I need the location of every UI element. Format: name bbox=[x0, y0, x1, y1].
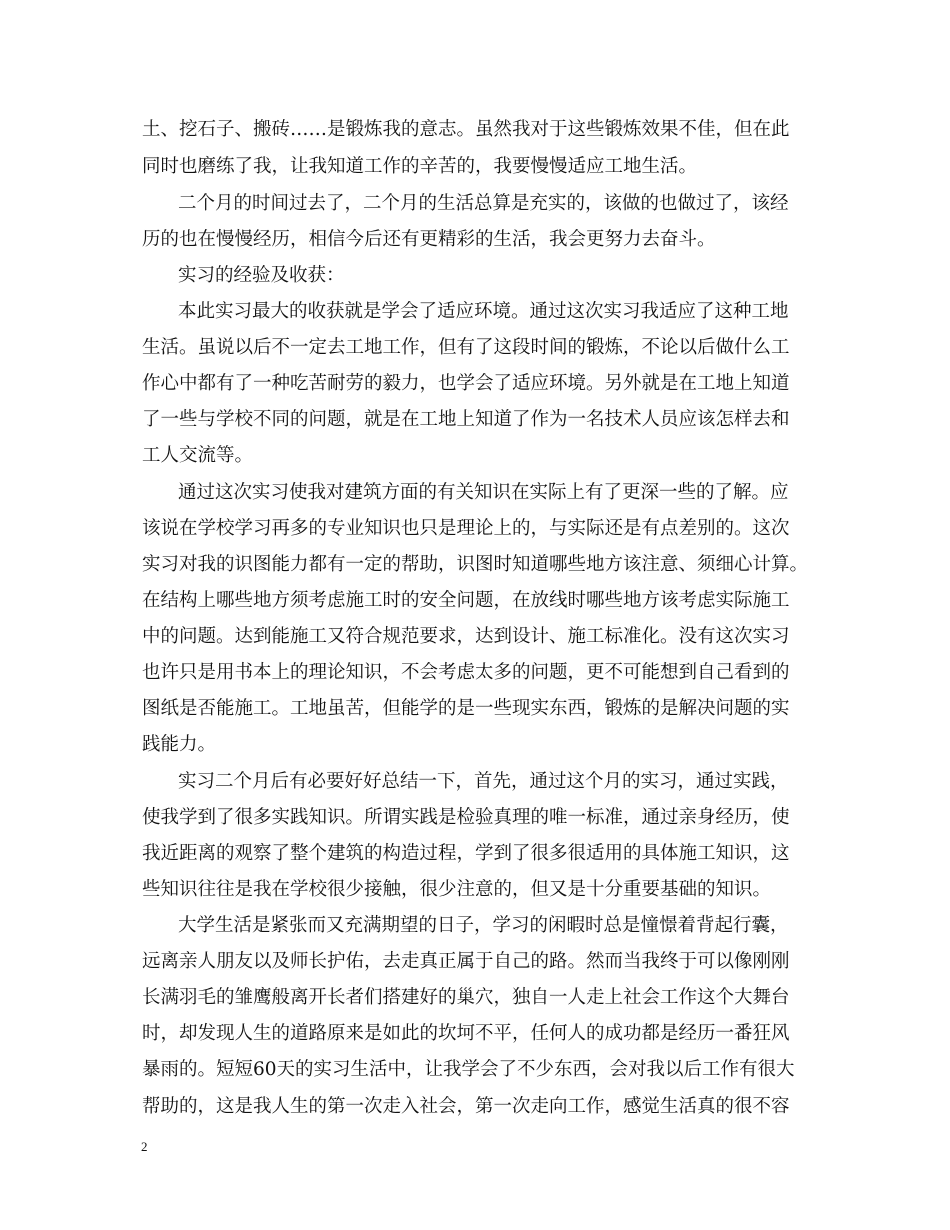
text-line: 远离亲人朋友以及师长护佑，去走真正属于自己的路。然而当我终于可以像刚刚 bbox=[142, 951, 790, 972]
text-line: 我近距离的观察了整个建筑的构造过程，学到了很多很适用的具体施工知识，这 bbox=[142, 843, 790, 864]
text-line: 也许只是用书本上的理论知识，不会考虑太多的问题，更不可能想到自己看到的 bbox=[142, 662, 790, 683]
page-number: 2 bbox=[141, 1139, 148, 1154]
text-line: 图纸是否能施工。工地虽苦，但能学的是一些现实东西，锻炼的是解决问题的实 bbox=[142, 698, 790, 719]
text-line: 长满羽毛的雏鹰般离开长者们搭建好的巢穴，独自一人走上社会工作这个大舞台 bbox=[142, 987, 790, 1008]
text-line: 同时也磨练了我，让我知道工作的辛苦的，我要慢慢适应工地生活。 bbox=[142, 156, 698, 177]
text-line: 暴雨的。短短60天的实习生活中，让我学会了不少东西，会对我以后工作有很大 bbox=[142, 1059, 795, 1080]
text-line: 作心中都有了一种吃苦耐劳的毅力，也学会了适应环境。另外就是在工地上知道 bbox=[142, 373, 790, 394]
text-line: 实习对我的识图能力都有一定的帮助，识图时知道哪些地方该注意、须细心计算。 bbox=[142, 554, 809, 575]
text-line: 了一些与学校不同的问题，就是在工地上知道了作为一名技术人员应该怎样去和 bbox=[142, 409, 790, 430]
text-line: 生活。虽说以后不一定去工地工作，但有了这段时间的锻炼，不论以后做什么工 bbox=[142, 337, 790, 358]
text-line: 工人交流等。 bbox=[142, 445, 254, 466]
text-line: 实习二个月后有必要好好总结一下，首先，通过这个月的实习，通过实践， bbox=[178, 771, 789, 792]
text-line: 本此实习最大的收获就是学会了适应环境。通过这次实习我适应了这种工地 bbox=[178, 301, 789, 322]
text-line: 大学生活是紧张而又充满期望的日子，学习的闲暇时总是憧憬着背起行囊， bbox=[178, 915, 789, 936]
text-line: 土、挖石子、搬砖……是锻炼我的意志。虽然我对于这些锻炼效果不佳，但在此 bbox=[142, 119, 790, 140]
text-line: 帮助的，这是我人生的第一次走入社会，第一次走向工作，感觉生活真的很不容 bbox=[142, 1096, 790, 1117]
section-heading: 实习的经验及收获： bbox=[178, 265, 345, 286]
text-line: 些知识往往是我在学校很少接触，很少注意的，但又是十分重要基础的知识。 bbox=[142, 879, 772, 900]
text-line: 二个月的时间过去了，二个月的生活总算是充实的，该做的也做过了，该经 bbox=[178, 193, 789, 214]
text-line: 时，却发现人生的道路原来是如此的坎坷不平，任何人的成功都是经历一番狂风 bbox=[142, 1023, 790, 1044]
text-line: 该说在学校学习再多的专业知识也只是理论上的，与实际还是有点差别的。这次 bbox=[142, 518, 790, 539]
text-line: 通过这次实习使我对建筑方面的有关知识在实际上有了更深一些的了解。应 bbox=[178, 482, 789, 503]
text-line: 历的也在慢慢经历，相信今后还有更精彩的生活，我会更努力去奋斗。 bbox=[142, 229, 716, 250]
text-line: 使我学到了很多实践知识。所谓实践是检验真理的唯一标准，通过亲身经历，使 bbox=[142, 807, 790, 828]
text-line: 在结构上哪些地方须考虑施工时的安全问题，在放线时哪些地方该考虑实际施工 bbox=[142, 590, 790, 611]
text-line: 中的问题。达到能施工又符合规范要求，达到设计、施工标准化。没有这次实习 bbox=[142, 626, 790, 647]
text-line: 践能力。 bbox=[142, 734, 217, 755]
